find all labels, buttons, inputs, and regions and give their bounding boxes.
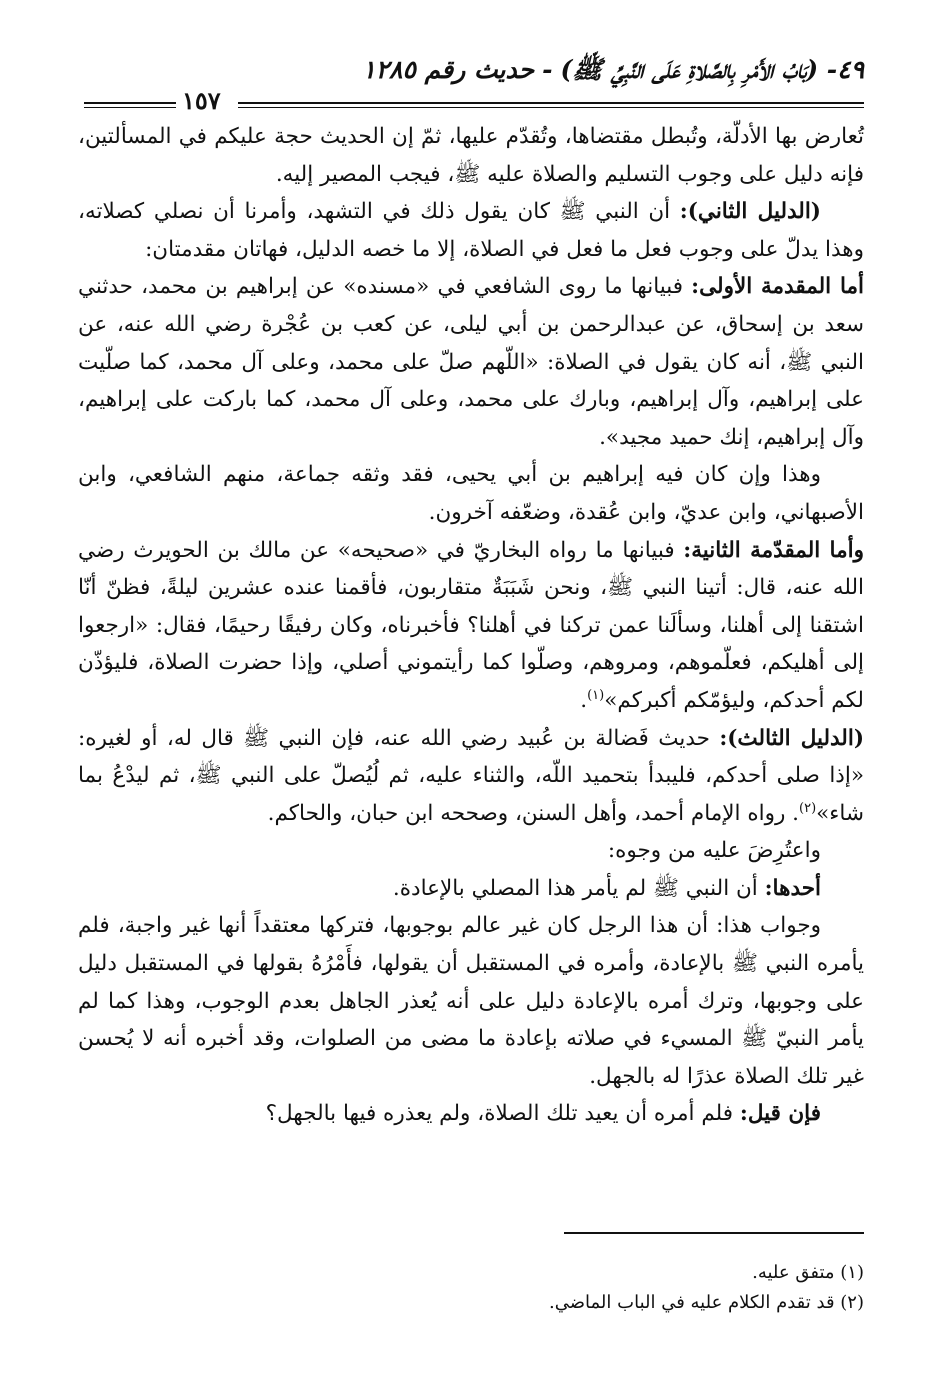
- header-rule-left: [84, 102, 176, 108]
- footnote-ref: (١): [587, 687, 605, 703]
- header-separator: -: [542, 55, 553, 84]
- paragraph-label: وأما المقدّمة الثانية:: [683, 537, 864, 563]
- paragraph: وهذا وإن كان فيه إبراهيم بن أبي يحيى، فقد وثقه جماعة، منهم الشافعي، وابن الأصبهاني، وابن عديّ، وابن عُقدة، وضعّفه آخرون.: [78, 462, 864, 525]
- hadith-number: حديث رقم ١٢٨٥: [362, 55, 535, 84]
- paragraph-label: أحدها:: [764, 875, 821, 901]
- paragraph: (الدليل الثاني): أن النبي ﷺ كان يقول ذلك في التشهد، وأمرنا أن نصلي كصلاته، وهذا يدلّ على وجوب فعل ما فعل في الصلاة، إلا ما خصه الدليل، فهاتان مقدمتان:: [78, 199, 864, 262]
- paragraph-label: (الدليل الثالث):: [719, 725, 864, 751]
- footnote: (١) متفق عليه.: [752, 1262, 864, 1283]
- paragraph: وجواب هذا: أن هذا الرجل كان غير عالم بوجوبها، فتركها معتقداً أنها غير واجبة، فلم يأمره النبي ﷺ بالإعادة، وأمره في المستقبل أن يقولها، فأَمْرُهُ بقولها في المستقبل دليل على وجوبها، وترك أمره بالإعادة دليل على أنه يُعذر الجاهل بعدم الوجوب، وهذا كما لم يأمر النبيّ ﷺ المسيء في صلاته بإعادة ما مضى من الصلوات، وقد أخبره أنه لا يُحسن غير تلك الصلاة عذرًا له بالجهل.: [78, 913, 864, 1089]
- main-text: [78, 118, 864, 1133]
- chapter-title: ٤٩- (بَابُ الأَمْرِ بِالصَّلاةِ عَلَى النَّبِيِّ ﷺ): [560, 55, 864, 84]
- footnote-ref: (٢): [799, 800, 817, 816]
- footnote-divider: [564, 1232, 864, 1234]
- header-rule-right: [238, 102, 864, 108]
- paragraph: (الدليل الثالث): حديث فَضالة بن عُبيد رضي الله عنه، فإن النبي ﷺ قال له، أو لغيره: «إذا صلى أحدكم، فليبدأ بتحميد اللّه، والثناء عليه، ثم لُيُصلّ على النبي ﷺ، ثم ليدْعُ بما شاء»$^{(٢)}$. رواه الإمام أحمد، وأهل السنن، وصححه ابن حبان، والحاكم.: [78, 725, 864, 826]
- footnote: (٢) قد تقدم الكلام عليه في الباب الماضي.: [549, 1292, 864, 1313]
- paragraph: أحدها: أن النبي ﷺ لم يأمر هذا المصلي بالإعادة.: [392, 875, 821, 901]
- paragraph: فإن قيل: فلم أمره أن يعيد تلك الصلاة، ولم يعذره فيها بالجهل؟: [265, 1101, 821, 1127]
- paragraph: تُعارض بها الأدلّة، وتُبطل مقتضاها، وتُقدّم عليها، ثمّ إن الحديث حجة عليكم في المسألتين، فإنه دليل على وجوب التسليم والصلاة عليه ﷺ، فيجب المصير إليه.: [78, 124, 864, 187]
- paragraph: وأما المقدّمة الثانية: فبيانها ما رواه البخاريّ في «صحيحه» عن مالك بن الحويرث رضي الله عنه، قال: أتينا النبي ﷺ، ونحن شَبَبَةٌ متقاربون، فأقمنا عنده عشرين ليلةً، فظنّ أنّا اشتقنا إلى أهلنا، وسألَنا عمن تركنا في أهلنا؟ فأخبرناه، وكان رفيقًا رحيمًا، فقال: «ارجعوا إلى أهليكم، فعلّموهم، ومروهم، وصلّوا كما رأيتموني أصلي، وإذا حضرت الصلاة، فليؤذّن لكم أحدكم، وليؤمّكم أكبركم»$^{(١)}$.: [78, 537, 864, 713]
- book-page: [78, 52, 864, 1352]
- page-number: ١٥٧: [182, 86, 221, 115]
- paragraph-label: أما المقدمة الأولى:: [691, 274, 864, 300]
- paragraph-label: (الدليل الثاني):: [679, 199, 821, 225]
- footnotes: [78, 1258, 864, 1318]
- paragraph: واعتُرِضَ عليه من وجوه:: [607, 838, 821, 864]
- paragraph-label: فإن قيل:: [739, 1101, 821, 1127]
- paragraph: أما المقدمة الأولى: فبيانها ما روى الشافعي في «مسنده» عن إبراهيم بن محمد، حدثني سعد بن إسحاق، عن عبدالرحمن بن أبي ليلى، عن كعب بن عُجْرة رضي الله عنه، عن النبي ﷺ، أنه كان يقول في الصلاة: «اللّهم صلّ على محمد، وعلى آل محمد، كما صلّيت على إبراهيم، وآل إبراهيم، وبارك على محمد، وعلى آل محمد، كما باركت على إبراهيم، وآل إبراهيم، إنك حميد مجيد».: [78, 274, 864, 450]
- header-rule: [78, 86, 864, 118]
